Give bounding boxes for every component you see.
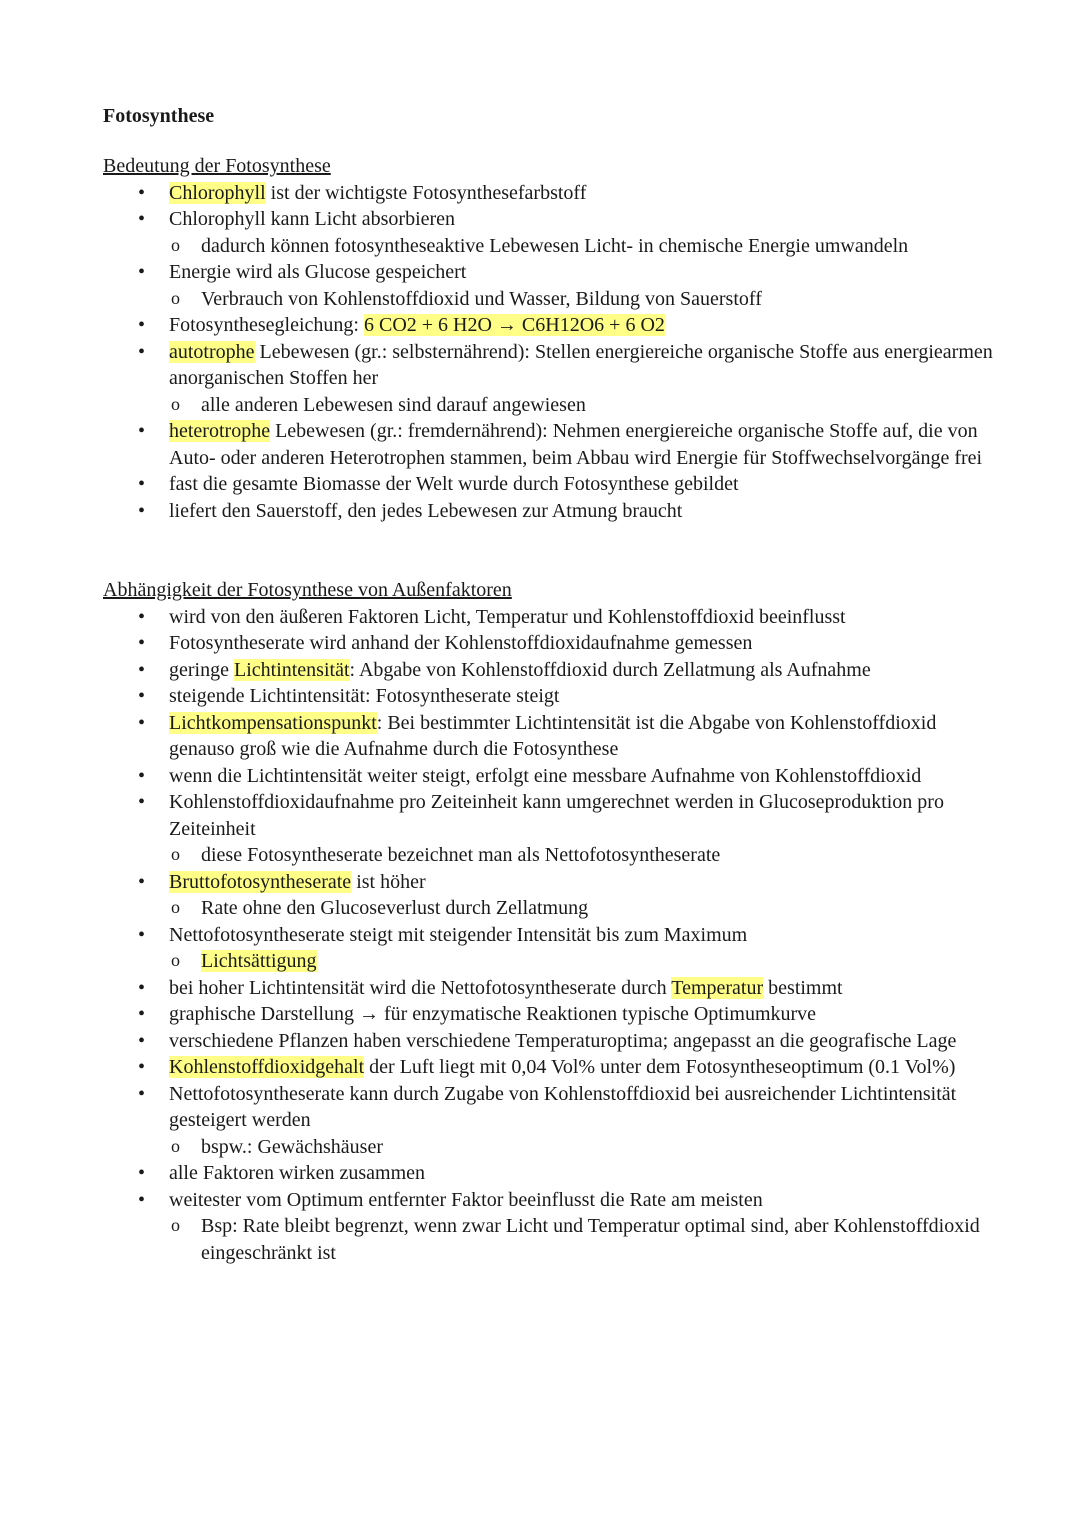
text-run: Lebewesen (gr.: selbsternährend): Stellen energiereiche organische Stoffe aus energiearmen anorganischen Stoffen her <box>169 340 993 389</box>
text-run: bestimmt <box>763 976 843 999</box>
list-item <box>169 339 1003 419</box>
bullet-list <box>103 180 1003 525</box>
text-run: : Bei bestimmter Lichtintensität ist die Abgabe von Kohlenstoffdioxid genauso groß wie die Aufnahme durch die Fotosynthese <box>169 711 937 760</box>
list-item <box>169 630 1003 657</box>
text-run: ist der wichtigste Fotosynthesefarbstoff <box>265 181 587 204</box>
text-run: steigende Lichtintensität: Fotosyntheserate steigt <box>169 685 560 707</box>
list-item <box>169 1187 1003 1267</box>
highlighted-term: Kohlenstoffdioxidgehalt <box>169 1056 365 1078</box>
list-item <box>169 789 1003 869</box>
list-item <box>169 1054 1003 1081</box>
sub-list-item: o Verbrauch von Kohlenstoffdioxid und Wasser, Bildung von Sauerstoff <box>201 286 1003 313</box>
text-run: Nettofotosyntheserate steigt mit steigender Intensität bis zum Maximum <box>169 923 748 946</box>
sub-list-item: o dadurch können fotosyntheseaktive Lebewesen Licht- in chemische Energie umwandeln <box>201 233 1003 260</box>
sub-list-item: o alle anderen Lebewesen sind darauf angewiesen <box>201 392 1003 419</box>
text-run: Fotosynthesegleichung: <box>169 314 364 336</box>
list-item <box>169 763 1003 790</box>
list-item <box>169 710 1003 763</box>
list-item <box>169 180 1003 207</box>
list-item <box>169 922 1003 975</box>
text-run: Energie wird als Glucose gespeichert <box>169 261 467 283</box>
list-item <box>169 312 1003 339</box>
text-run: Lebewesen (gr.: fremdernährend): Nehmen energiereiche organische Stoffe auf, die von Auto- oder anderen Heterotrophen stammen, beim Abbau wird Energie für Stoffwechselvorgänge frei <box>169 420 983 469</box>
list-item <box>169 206 1003 259</box>
highlighted-term: Lichtsättigung <box>201 950 317 972</box>
text-run: Nettofotosyntheserate kann durch Zugabe von Kohlenstoffdioxid bei ausreichender Lichtintensität gesteigert werden <box>169 1082 957 1131</box>
highlighted-term: autotrophe <box>169 340 255 363</box>
section-heading: Bedeutung der Fotosynthese <box>103 155 331 177</box>
highlighted-term: 6 CO2 + 6 H2O → C6H12O6 + 6 O2 <box>363 314 665 336</box>
highlighted-term: Chlorophyll <box>169 181 266 204</box>
list-item <box>169 975 1003 1002</box>
text-run: bei hoher Lichtintensität wird die Nettofotosyntheserate durch <box>169 976 672 999</box>
text-run: weitester vom Optimum entfernter Faktor beeinflusst die Rate am meisten <box>169 1188 763 1211</box>
list-item <box>169 1160 1003 1187</box>
sub-list <box>169 1213 1003 1266</box>
text-run: graphische Darstellung → für enzymatische Reaktionen typische Optimumkurve <box>169 1003 817 1025</box>
sub-list <box>169 233 1003 260</box>
list-item <box>169 259 1003 312</box>
text-run: wenn die Lichtintensität weiter steigt, erfolgt eine messbare Aufnahme von Kohlenstoffdioxid <box>169 764 922 787</box>
text-run: Kohlenstoffdioxidaufnahme pro Zeiteinheit kann umgerechnet werden in Glucoseproduktion pro Zeiteinheit <box>169 791 944 840</box>
text-run: verschiedene Pflanzen haben verschiedene Temperaturoptima; angepasst an die geografische Lage <box>169 1029 957 1052</box>
sub-list <box>169 1134 1003 1161</box>
highlighted-term: heterotrophe <box>169 420 271 442</box>
section-bedeutung <box>103 153 1003 524</box>
text-run: ist höher <box>351 870 426 893</box>
list-item <box>169 1028 1003 1055</box>
text-run: geringe <box>169 658 234 681</box>
list-item <box>169 1081 1003 1161</box>
list-item <box>169 604 1003 631</box>
list-item <box>169 471 1003 498</box>
highlighted-term: Lichtkompensationspunkt <box>169 711 377 734</box>
sub-list-item: o Bsp: Rate bleibt begrenzt, wenn zwar Licht und Temperatur optimal sind, aber Kohlenstoffdioxid eingeschränkt ist <box>201 1213 1003 1266</box>
text-run: fast die gesamte Biomasse der Welt wurde durch Fotosynthese gebildet <box>169 473 739 495</box>
sub-list-item: o diese Fotosyntheserate bezeichnet man als Nettofotosyntheserate <box>201 842 1003 869</box>
document-title: Fotosynthese <box>103 105 215 127</box>
list-item <box>169 418 1003 471</box>
sub-list <box>169 286 1003 313</box>
list-item <box>169 657 1003 684</box>
text-run: Chlorophyll kann Licht absorbieren <box>169 208 456 230</box>
sub-list-item: o bspw.: Gewächshäuser <box>201 1134 1003 1161</box>
section-heading: Abhängigkeit der Fotosynthese von Außenfaktoren <box>103 579 512 601</box>
sub-list-item <box>201 948 1003 975</box>
list-item <box>169 683 1003 710</box>
text-run: Fotosyntheserate wird anhand der Kohlenstoffdioxidaufnahme gemessen <box>169 632 753 654</box>
sub-list-item: o Rate ohne den Glucoseverlust durch Zellatmung <box>201 895 1003 922</box>
highlighted-term: Temperatur <box>671 976 764 999</box>
text-run: liefert den Sauerstoff, den jedes Lebewesen zur Atmung braucht <box>169 499 683 522</box>
bullet-list <box>103 604 1003 1267</box>
list-item <box>169 869 1003 922</box>
sub-list <box>169 948 1003 975</box>
highlighted-term: Lichtintensität <box>233 658 350 681</box>
sub-list <box>169 842 1003 869</box>
sub-list <box>169 392 1003 419</box>
text-run: der Luft liegt mit 0,04 Vol% unter dem Fotosyntheseoptimum (0.1 Vol%) <box>364 1056 956 1078</box>
section-abhaengigkeit <box>103 577 1003 1266</box>
list-item <box>169 1001 1003 1028</box>
text-run: : Abgabe von Kohlenstoffdioxid durch Zellatmung als Aufnahme <box>349 658 871 681</box>
text-run: alle Faktoren wirken zusammen <box>169 1162 426 1184</box>
list-item <box>169 498 1003 525</box>
highlighted-term: Bruttofotosyntheserate <box>169 870 352 893</box>
sub-list <box>169 895 1003 922</box>
text-run: wird von den äußeren Faktoren Licht, Temperatur und Kohlenstoffdioxid beeinflusst <box>169 605 846 628</box>
